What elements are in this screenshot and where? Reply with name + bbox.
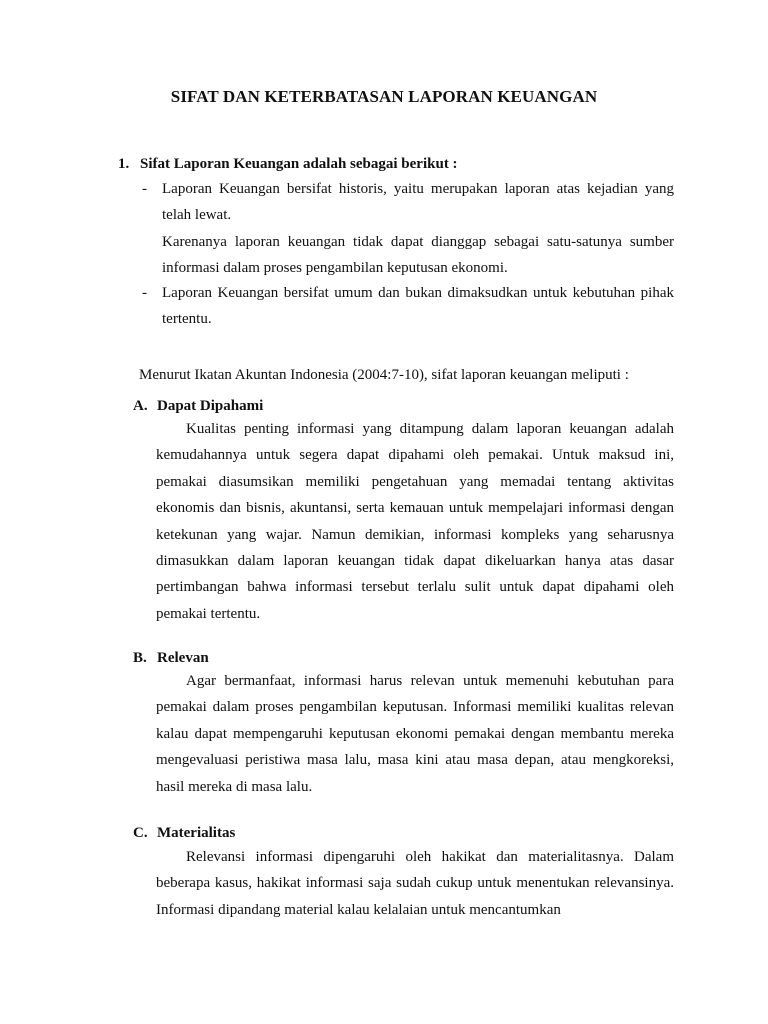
- bullet-dash: -: [142, 285, 147, 301]
- subsection-letter: B.: [133, 650, 147, 666]
- section-1-heading: [118, 151, 458, 177]
- subsection-a-body: [156, 416, 674, 627]
- list-item: [142, 176, 674, 228]
- subsection-c-body: [156, 844, 674, 923]
- list-item: [142, 280, 674, 332]
- subsection-heading-text: Materialitas: [157, 825, 236, 841]
- paragraph-text: Kualitas penting informasi yang ditampung dalam laporan keuangan adalah kemudahannya untuk segera dapat dipahami oleh pemakai. Untuk maksud ini, pemakai diasumsikan memiliki pengetahuan yang memadai tentang aktivitas ekonomis dan bisnis, akuntansi, serta kemauan untuk mempelajari informasi dengan ketekunan yang wajar. Namun demikian, informasi kompleks yang seharusnya dimasukkan dalam laporan keuangan tidak dapat dikeluarkan hanya atas dasar pertimbangan bahwa informasi tersebut terlalu sulit untuk dapat dipahami oleh pemakai tertentu.: [156, 421, 674, 622]
- subsection-letter: A.: [133, 398, 148, 414]
- bullet-text: Laporan Keuangan bersifat umum dan bukan dimaksudkan untuk kebutuhan pihak tertentu.: [162, 285, 674, 327]
- paragraph-text: Relevansi informasi dipengaruhi oleh hakikat dan materialitasnya. Dalam beberapa kasus, hakikat informasi saja sudah cukup untuk menentukan relevansinya. Informasi dipandang material kalau kelalaian untuk mencantumkan: [156, 849, 674, 918]
- section-heading-text: Sifat Laporan Keuangan adalah sebagai berikut :: [140, 156, 458, 172]
- page-title: SIFAT DAN KETERBATASAN LAPORAN KEUANGAN: [170, 87, 598, 106]
- bullet-text: Laporan Keuangan bersifat historis, yaitu merupakan laporan atas kejadian yang telah lewat.: [162, 181, 674, 223]
- subsection-heading-text: Dapat Dipahami: [157, 398, 264, 414]
- subsection-b-body: [156, 668, 674, 800]
- bullet-dash: -: [142, 181, 147, 197]
- paragraph-text: Agar bermanfaat, informasi harus relevan untuk memenuhi kebutuhan para pemakai dalam proses pengambilan keputusan. Informasi memiliki kualitas relevan kalau dapat mempengaruhi keputusan ekonomi pemakai dengan membantu mereka mengevaluasi peristiwa masa lalu, masa kini atau masa depan, atau mengkoreksi, hasil mereka di masa lalu.: [156, 673, 674, 795]
- list-item-continuation: [162, 229, 674, 281]
- intro-paragraph: Menurut Ikatan Akuntan Indonesia (2004:7-10), sifat laporan keuangan meliputi :: [139, 367, 629, 383]
- section-number: 1.: [118, 156, 130, 172]
- bullet-text: Karenanya laporan keuangan tidak dapat dianggap sebagai satu-satunya sumber informasi dalam proses pengambilan keputusan ekonomi.: [162, 234, 674, 276]
- subsection-heading-text: Relevan: [157, 650, 209, 666]
- subsection-c-heading: [133, 820, 235, 846]
- subsection-letter: C.: [133, 825, 148, 841]
